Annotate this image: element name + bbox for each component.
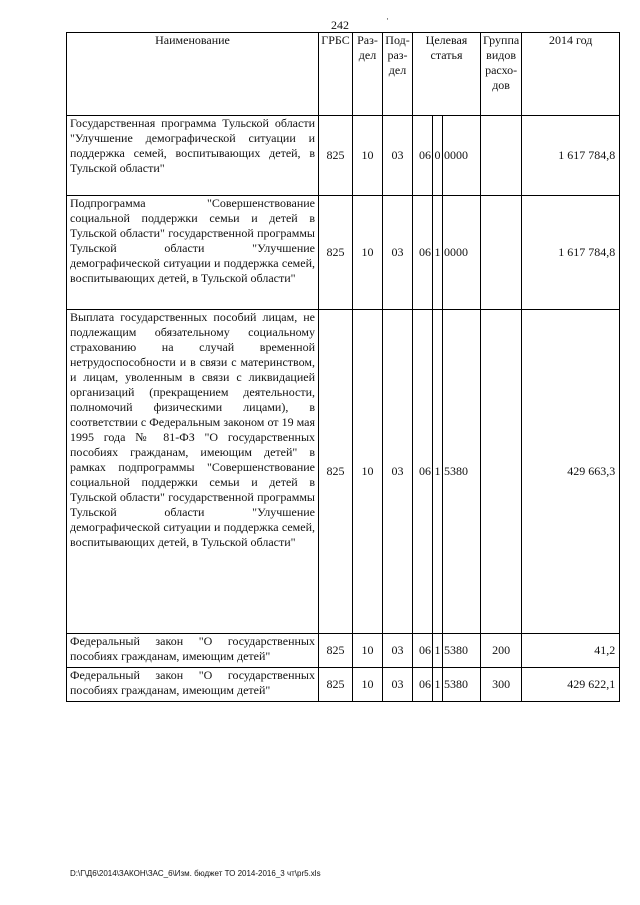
- row-grbs: 825: [319, 116, 353, 196]
- row-razdel: 10: [353, 634, 383, 668]
- row-vr: [481, 310, 522, 634]
- budget-table: [66, 32, 620, 702]
- row-grbs: 825: [319, 196, 353, 310]
- row-name: Государственная программа Тульской области "Улучшение демографической ситуации и поддержка семей, воспитывающих детей, в Тульской области": [67, 116, 319, 196]
- row-amount: 429 663,3: [522, 310, 620, 634]
- row-cs-item: 0000: [443, 116, 481, 196]
- header-row: [67, 33, 620, 116]
- header-razdel: Раз- дел: [353, 33, 383, 116]
- row-cs-program: 06: [413, 668, 433, 702]
- row-cs-item: 5380: [443, 310, 481, 634]
- row-vr: 300: [481, 668, 522, 702]
- table-row: [67, 668, 620, 702]
- row-podrazdel: 03: [383, 310, 413, 634]
- row-cs-subprogram: 1: [433, 668, 443, 702]
- row-cs-program: 06: [413, 196, 433, 310]
- row-podrazdel: 03: [383, 196, 413, 310]
- row-amount: 1 617 784,8: [522, 116, 620, 196]
- table-row: [67, 310, 620, 634]
- header-celevaya: Целевая статья: [413, 33, 481, 116]
- row-cs-subprogram: 1: [433, 196, 443, 310]
- header-grbs: ГРБС: [319, 33, 353, 116]
- row-vr: [481, 196, 522, 310]
- row-name: Федеральный закон "О государственных пособиях гражданам, имеющим детей": [67, 668, 319, 702]
- scan-mark: ·: [386, 14, 389, 24]
- file-path-footer: D:\Г\Д6\2014\ЗАКОН\ЗАС_6\Изм. бюджет ТО 2014-2016_3 чт\pr5.xls: [70, 869, 321, 878]
- row-grbs: 825: [319, 310, 353, 634]
- row-cs-program: 06: [413, 310, 433, 634]
- row-amount: 41,2: [522, 634, 620, 668]
- row-name: Подпрограмма "Совершенствование социальной поддержки семьи и детей в Тульской области" государственной программы Тульской области "Улучшение демографической ситуации и поддержка семей, воспитывающих детей, в Тульской области": [67, 196, 319, 310]
- row-razdel: 10: [353, 668, 383, 702]
- row-cs-program: 06: [413, 634, 433, 668]
- row-podrazdel: 03: [383, 634, 413, 668]
- row-name: Федеральный закон "О государственных пособиях гражданам, имеющим детей": [67, 634, 319, 668]
- row-name: Выплата государственных пособий лицам, не подлежащим обязательному социальному страхованию на случай временной нетрудоспособности и в связи с материнством, и лицам, уволенным в связи с ликвидацией организаций (прекращением деятельности, полномочий физическими лицами), в соответствии с Федеральным законом от 19 мая 1995 года № 81-ФЗ "О государственных пособиях гражданам, имеющим детей" в рамках подпрограммы "Совершенствование социальной поддержки семьи и детей в Тульской области" государственной программы Тульской области "Улучшение демографической ситуации и поддержка семей, воспитывающих детей, в Тульской области": [67, 310, 319, 634]
- row-cs-subprogram: 0: [433, 116, 443, 196]
- table-row: [67, 634, 620, 668]
- table-row: [67, 116, 620, 196]
- row-cs-item: 5380: [443, 668, 481, 702]
- row-amount: 429 622,1: [522, 668, 620, 702]
- header-podrazdel: Под- раз- дел: [383, 33, 413, 116]
- row-cs-program: 06: [413, 116, 433, 196]
- row-razdel: 10: [353, 116, 383, 196]
- row-grbs: 825: [319, 634, 353, 668]
- row-cs-item: 0000: [443, 196, 481, 310]
- page-number: 242: [331, 18, 349, 32]
- row-cs-subprogram: 1: [433, 634, 443, 668]
- header-name: Наименование: [67, 33, 319, 116]
- row-razdel: 10: [353, 196, 383, 310]
- row-podrazdel: 03: [383, 116, 413, 196]
- row-vr: 200: [481, 634, 522, 668]
- row-podrazdel: 03: [383, 668, 413, 702]
- header-year: 2014 год: [522, 33, 620, 116]
- table-row: [67, 196, 620, 310]
- row-cs-item: 5380: [443, 634, 481, 668]
- row-vr: [481, 116, 522, 196]
- row-cs-subprogram: 1: [433, 310, 443, 634]
- row-grbs: 825: [319, 668, 353, 702]
- header-gruppa: Группа видов расхо- дов: [481, 33, 522, 116]
- row-amount: 1 617 784,8: [522, 196, 620, 310]
- row-razdel: 10: [353, 310, 383, 634]
